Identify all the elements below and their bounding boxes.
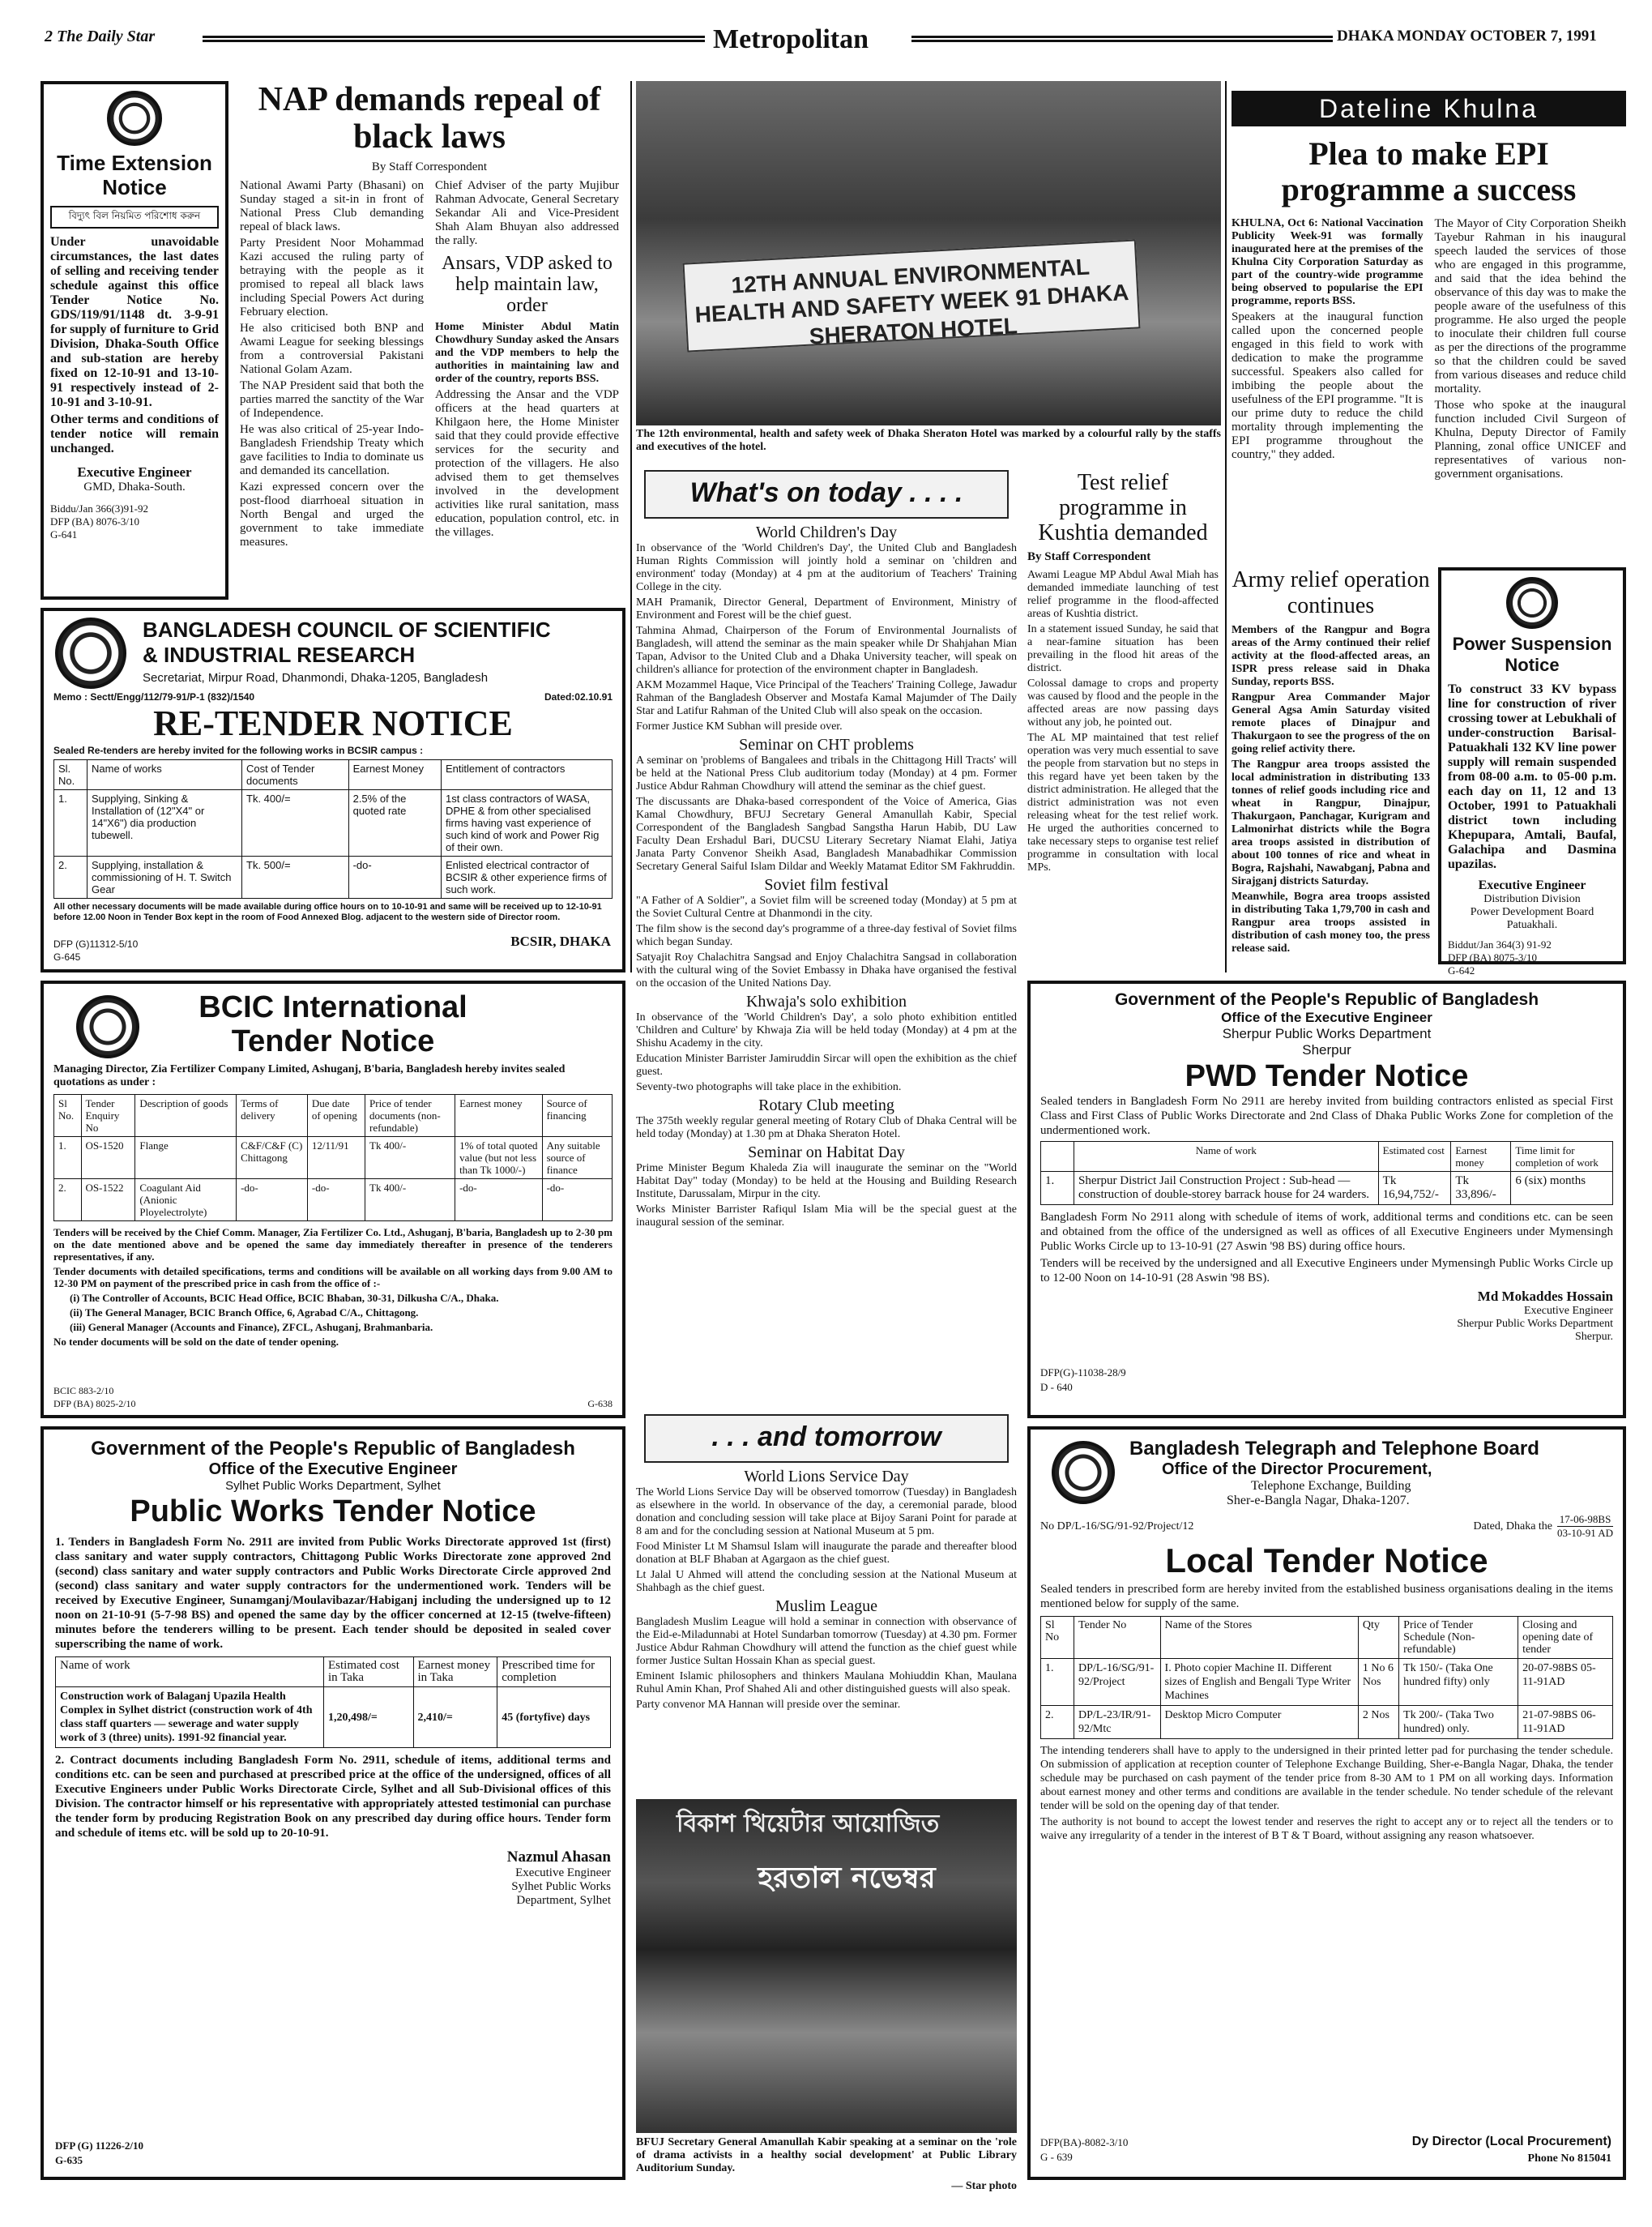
masthead-rule-right <box>911 36 1333 42</box>
cell: -do- <box>307 1179 365 1221</box>
sign-department: Sylhet Public Works <box>511 1880 611 1893</box>
cell: DP/L-23/IR/91-92/Mtc <box>1074 1706 1161 1739</box>
cell: OS-1520 <box>81 1137 135 1179</box>
headline: Army relief operation continues <box>1232 567 1430 618</box>
col-header: Cost of Tender documents <box>242 760 349 790</box>
sign-office: GMD, Dhaka-South. <box>83 481 186 494</box>
paragraph: Those who spoke at the inaugural function included Civil Surgeon of Khulna, Deputy Director of Family Planning, zonal office UNICEF and representatives of various non-government organisations. <box>1434 399 1626 481</box>
cell: Enlisted electrical contractor of BCSIR & other experience firms of such work. <box>442 857 613 899</box>
ref-1: DFP(BA)-8082-3/10 <box>1040 2136 1129 2148</box>
sign: Dy Director (Local Procurement) <box>1411 2135 1611 2148</box>
event-heading: Muslim League <box>775 1597 878 1615</box>
place: Sherpur <box>1302 1042 1351 1058</box>
paragraph: Former Justice KM Subhan will preside over. <box>636 720 843 733</box>
emblem-icon <box>1506 577 1558 629</box>
bcic-tender-ad <box>41 981 625 1418</box>
cell: 6 (six) months <box>1511 1172 1613 1205</box>
col-header: Tender No <box>1074 1617 1161 1659</box>
ad-title: RE-TENDER NOTICE <box>153 703 513 743</box>
cell: 2.5% of the quoted rate <box>348 790 441 857</box>
ref-2: DFP (BA) 8025-2/10 <box>53 1398 136 1409</box>
article-body <box>235 179 624 617</box>
paragraph: Tender documents with detailed specifications, terms and conditions will be available on all working days from 9.00 AM to 12-30 PM on payment of the prescribed price in cash from the office of :- <box>53 1265 613 1289</box>
cell: Supplying, installation & commissioning of H. T. Switch Gear <box>88 857 242 899</box>
paragraph: The Rangpur area troops assisted the local administration in distributing 133 tonnes of relief goods including rice and wheat in Rangpur, Dinajpur, Thakurgaon, Panchagar, Kurigram and Lalmonirhat districts while the Bogra area troops assisted in distribution of about 100 tonnes of rice and wheat in Bogra, Rajshahi, Nawabganj, Pabna and Sirajganj districts Saturday. <box>1232 759 1430 887</box>
gov-title: Government of the People's Republic of Bangladesh <box>91 1438 575 1460</box>
notice-no: No DP/L-16/SG/91-92/Project/12 <box>1040 1520 1194 1532</box>
time-extension-ad <box>41 81 228 600</box>
office: Office of the Director Procurement, <box>1162 1460 1432 1478</box>
event-heading: World Children's Day <box>755 524 898 541</box>
phone: Phone No 815041 <box>1527 2152 1611 2165</box>
sign-board: Power Development Board <box>1470 906 1594 918</box>
cell: DP/L-16/SG/91-92/Project <box>1074 1659 1161 1706</box>
col-header: Name of work <box>1074 1142 1379 1172</box>
event-heading: Seminar on Habitat Day <box>748 1143 905 1161</box>
paragraph: Chief Adviser of the party Mujibur Rahman Advocate, General Secretary Sekandar Ali and Vice-President Shah Alam Bhuyan also addressed the rally. <box>435 179 619 247</box>
body: To construct 33 KV bypass line for construction of river crossing tower at Lebukhali of under-construction Barisal-Patuakhali 132 KV line power supply will remain suspended from 08-00 a.m. to 05-00 p.m. each day on 11, 12 and 13 October, 1991 to Patuakhali district town including Khepupara, Amtali, Baufal, Galachipa and Dasmina upazilas. <box>1448 682 1616 871</box>
paragraph: Bangladesh Muslim League will hold a seminar in connection with observance of the Eid-e-Miladunnabi at Hotel Sundarban tomorrow (Tuesday) at 4.30 pm. Former Justice Abdur Rahman Chowdhury will attend the function as the chief guest while former Justice Sultan Hossain Khan as special guest. <box>636 1616 1017 1667</box>
ref-2: G-645 <box>53 951 81 963</box>
body-2: Other terms and conditions of tender notice will remain unchanged. <box>50 412 219 455</box>
ref-1: DFP (G)11312-5/10 <box>53 938 139 950</box>
ref-3: G-642 <box>1448 964 1475 977</box>
sign-title: Executive Engineer <box>1478 878 1586 892</box>
ad-title: Time Extension Notice <box>57 151 212 199</box>
cell: C&F/C&F (C) Chittagong <box>237 1137 308 1179</box>
col-header: Estimated cost <box>1378 1142 1451 1172</box>
sign-title: Executive Engineer <box>515 1866 611 1879</box>
org-name: Bangladesh Telegraph and Telephone Board <box>1129 1438 1539 1460</box>
seminar-photo <box>636 1799 1017 2133</box>
paragraph: The World Lions Service Day will be observed tomorrow (Tuesday) in Bangladesh as elsewhere in the world. In observance of the day, a ceremonial parade, blood donation and concluding session will take place at Bijoy Sarani Point for parade at 8 am and for the concluding session at National Museum at 5 pm. <box>636 1486 1017 1537</box>
department: Sylhet Public Works Department, Sylhet <box>225 1479 441 1493</box>
cell: 1 No 6 Nos <box>1358 1659 1398 1706</box>
cell: Tk 400/- <box>365 1137 455 1179</box>
col-header: Sl. No. <box>54 760 88 790</box>
tender-table <box>53 759 613 899</box>
paragraph: MAH Pramanik, Director General, Department of Environment, Ministry of Environment and Forest will be the chief guest. <box>636 596 1017 622</box>
ref-1: DFP(G)-11038-28/9 <box>1040 1366 1126 1379</box>
kushtia-article <box>1027 470 1219 960</box>
cell: -do- <box>237 1179 308 1221</box>
col-header: Entitlement of contractors <box>442 760 613 790</box>
btt-logo-icon <box>1052 1441 1115 1504</box>
address-2: Sher-e-Bangla Nagar, Dhaka-1207. <box>1227 1494 1410 1507</box>
col-header: Closing and opening date of tender <box>1518 1617 1613 1659</box>
table-row <box>54 790 613 857</box>
org-name-1: BANGLADESH COUNCIL OF SCIENTIFIC <box>143 618 551 642</box>
cell: 45 (fortyfive) days <box>497 1687 611 1748</box>
paragraph: Lt Jalal U Ahmed will attend the concluding session at the National Museum at Shahbagh as the chief guest. <box>636 1569 1017 1594</box>
col-header: Sl No <box>1041 1617 1074 1659</box>
ref-2: G-635 <box>55 2154 83 2166</box>
sign: BCSIR, DHAKA <box>510 934 611 949</box>
rally-photo <box>636 81 1221 425</box>
office: Office of the Executive Engineer <box>1221 1010 1432 1025</box>
address: Secretariat, Mirpur Road, Dhanmondi, Dhaka-1205, Bangladesh <box>143 671 489 685</box>
sign-place: Department, Sylhet <box>516 1894 611 1907</box>
cell: 1. <box>1041 1659 1074 1706</box>
dateline-banner: Dateline Khulna <box>1232 91 1626 126</box>
cell: 2,410/= <box>413 1687 497 1748</box>
footer-note: All other necessary documents will be made available during office hours on to 10-10-91 and same will be received up to 12-10-91 before 12.00 Noon in Tender Box kept in the room of Food Annexed Blog. adjacent to the western side of Director room. <box>53 902 602 922</box>
ref-1: Biddu/Jan 366(3)91-92 <box>50 502 148 515</box>
photo-credit: — Star photo <box>951 2180 1017 2192</box>
paragraph: Party convenor MA Hannan will preside over the seminar. <box>636 1699 901 1711</box>
paragraph: He was also critical of 25-year Indo-Bangladesh Friendship Treaty which gave facilities to India to dominate us and demanded its cancellation. <box>240 423 424 477</box>
paragraph: The film show is the second day's programme of a three-day festival of Soviet films which began Sunday. <box>636 923 1017 948</box>
nap-article <box>235 81 624 600</box>
paragraph: Food Minister Lt M Shamsul Islam will inaugurate the parade and thereafter blood donation at BLF Bhaban at Agargaon as the chief guest. <box>636 1541 1017 1566</box>
col-header: Sl No. <box>54 1095 82 1137</box>
office-item: (ii) The General Manager, BCIC Branch Office, 6, Agrabad C/A., Chittagong. <box>70 1306 419 1319</box>
paragraph: A seminar on 'problems of Bangalees and tribals in the Chittagong Hill Tracts' will be held at the National Press Club auditorium today (Monday) at 4 pm. Former Justice Abdur Rahman Chowdhury will attend the seminar as the chief guest. <box>636 754 1017 793</box>
intro: Sealed tenders in prescribed form are hereby invited from the established business organisations dealing in the items mentioned below for supply of the same. <box>1040 1583 1613 1610</box>
cell: 1st class contractors of WASA, DPHE & from other specialised firms having vast experience of such kind of work and Power Rig of their own. <box>442 790 613 857</box>
tomorrow-banner: . . . and tomorrow <box>644 1414 1009 1463</box>
department: Sherpur Public Works Department <box>1222 1026 1432 1041</box>
paragraph: 1. Tenders in Bangladesh Form No. 2911 are invited from Public Works Directorate approved 1st (first) class sanitary and water supply contractors, Chittagong Public Works Directorate zone approved 2nd (second) class sanitary and water supply contractors and Public Works Directorate Circle approved 2nd (second) class sanitary and water supply contractors for the undermentioned work. Tenders will be received by Executive Engineer, Sunamganj/Moulavibazar/Habiganj including the undersigned up to 12 noon on 21-10-91 (5-7-98 BS) and opened the same day by the officer concerned at 12-15 (twelve-fifteen) minutes before the tenderers willing to be present. Each tender should be deposited in sealed cover superscribing the name of work. <box>55 1536 611 1651</box>
cell: -do- <box>542 1179 612 1221</box>
col-header: Prescribed time for completion <box>497 1657 611 1687</box>
sign-name: Md Mokaddes Hossain <box>1477 1289 1613 1304</box>
col-header: Earnest money in Taka <box>413 1657 497 1687</box>
whats-on-banner: What's on today . . . . <box>644 470 1009 519</box>
col-header: Name of works <box>88 760 242 790</box>
cell: Flange <box>135 1137 237 1179</box>
whats-on-today <box>636 470 1017 1426</box>
col-header: Earnest money <box>455 1095 543 1137</box>
sign-place: Sherpur. <box>1574 1331 1613 1343</box>
col-header: Due date of opening <box>307 1095 365 1137</box>
cell: 1. <box>1041 1172 1074 1205</box>
col-header: Description of goods <box>135 1095 237 1137</box>
paragraph: AKM Mozammel Haque, Vice Principal of the Teachers' Training College, Jawadur Rahman of the Bangladesh Observer and Mostafa Kamal Majumder of The Daily Star and Latifur Rahman of the United Club will also speak on the occasion. <box>636 679 1017 717</box>
paragraph: Seventy-two photographs will take place in the exhibition. <box>636 1081 902 1093</box>
ad-title: PWD Tender Notice <box>1185 1059 1469 1093</box>
sylhet-pwd-ad <box>41 1426 625 2180</box>
table-row <box>54 1137 613 1179</box>
event-heading: Soviet film festival <box>764 876 889 894</box>
sign-title: Executive Engineer <box>77 464 192 480</box>
paragraph: Bangladesh Form No 2911 along with schedule of items of work, additional terms and conditions etc. can be seen and obtained from the office of the undersigned as well as offices of all Executive Engineers under Mymensingh Public Works Circle up to 13-10-91 (27 Aswin '98 BS) during office hours. <box>1040 1211 1613 1253</box>
headline: Plea to make EPI programme a success <box>1281 135 1577 207</box>
paragraph: The authority is not bound to accept the lowest tender and reserves the right to accept any or to reject all the tenders or to waive any irregularity of a tender in the interest of B T & T Board, without assigning any reason whatsoever. <box>1040 1816 1613 1842</box>
bcsir-logo-icon <box>55 618 126 689</box>
table-row <box>54 1179 613 1221</box>
memo-date: Dated:02.10.91 <box>544 691 613 703</box>
event-heading: Rotary Club meeting <box>758 1096 894 1114</box>
paragraph: Works Minister Barrister Rafiqul Islam Mia will be the special guest at the inaugural session of the seminar. <box>636 1203 1017 1229</box>
office-item: (iii) General Manager (Accounts and Finance), ZFCL, Ashuganj, Brahmanbaria. <box>70 1321 433 1333</box>
ref-1: BCIC 883-2/10 <box>53 1385 114 1396</box>
photo-caption: BFUJ Secretary General Amanullah Kabir speaking at a seminar on the 'role of drama activists in a healthy social development' at Public Library Auditorium Sunday. <box>636 2136 1017 2174</box>
table-row <box>1041 1172 1613 1205</box>
cell: Tk 33,896/- <box>1451 1172 1511 1205</box>
ref-1: Biddut/Jan 364(3) 91-92 <box>1448 938 1552 951</box>
seminar-banner-text-2: হরতাল নভেম্বর <box>758 1862 936 1895</box>
tender-table <box>53 1094 613 1221</box>
paragraph: He also criticised both BNP and Awami League for seeking blessings from a controversial Pakistani National Golam Azam. <box>240 322 424 376</box>
paragraph: No tender documents will be sold on the date of tender opening. <box>53 1336 339 1348</box>
cell: 1. <box>54 1137 82 1179</box>
cell: 2. <box>54 857 88 899</box>
byline: By Staff Correspondent <box>371 160 488 173</box>
cell: 1% of total quoted value (but not less than Tk 1000/-) <box>455 1137 543 1179</box>
army-relief-article <box>1232 567 1430 960</box>
cell: Tk. 400/= <box>242 790 349 857</box>
photo-caption: The 12th environmental, health and safety week of Dhaka Sheraton Hotel was marked by a colourful rally by the staffs and executives of the hotel. <box>636 428 1221 453</box>
col-header: Estimated cost in Taka <box>324 1657 414 1687</box>
sign-department: Sherpur Public Works Department <box>1457 1318 1613 1330</box>
paragraph: Meanwhile, Bogra area troops assisted in distributing Taka 1,79,700 in cash and Rangpur area troops assisted in distribution of cash money too, the press release said. <box>1232 891 1430 955</box>
ad-title: Power Suspension Notice <box>1452 634 1612 675</box>
bcic-logo-icon <box>76 995 139 1058</box>
col-header: Terms of delivery <box>237 1095 308 1137</box>
col-header: Price of tender documents (non-refundable) <box>365 1095 455 1137</box>
title-line-1: BCIC International <box>198 990 467 1024</box>
ad-title: Public Works Tender Notice <box>130 1494 536 1528</box>
column-rule <box>630 81 632 972</box>
paragraph: Members of the Rangpur and Bogra areas of the Army continued their relief activity at the flood-affected areas, an ISPR press release said in Dhaka Sunday, reports BSS. <box>1232 624 1430 688</box>
paragraph: Prime Minister Begum Khaleda Zia will inaugurate the seminar on the "World Habitat Day" today (Monday) to be held at the Housing and Building Research Institute, Darussalam, Mirpur in the city. <box>636 1162 1017 1200</box>
khulna-article <box>1232 81 1626 567</box>
paragraph: Colossal damage to crops and property was caused by flood and the people in the affected areas are now passing days without any job, he pointed out. <box>1027 678 1219 729</box>
memo-no: Memo : Sectt/Engg/112/79-91/P-1 (832)/1540 <box>53 691 255 703</box>
cell: I. Photo copier Machine II. Different sizes of English and Bengali Type Writer Machines <box>1160 1659 1358 1706</box>
cell: 1. <box>54 790 88 857</box>
paragraph: "A Father of A Soldier", a Soviet film will be screened today (Monday) at 5 pm at the Soviet Cultural Centre at Dhanmondi in the city. <box>636 895 1017 920</box>
article-body <box>1232 217 1626 567</box>
ref-2: G - 639 <box>1040 2151 1073 2163</box>
seminar-banner-text: বিকাশ থিয়েটার আয়োজিত <box>677 1810 940 1838</box>
paragraph: Eminent Islamic philosophers and thinkers Maulana Mohiuddin Khan, Maulana Ruhul Amin Khan, Prof Shahed Ali and other distinguished guests will also speak. <box>636 1670 1017 1695</box>
cell: -do- <box>455 1179 543 1221</box>
col-header-sl <box>1041 1142 1074 1172</box>
section-title: Metropolitan <box>713 24 869 54</box>
cell: 21-07-98BS 06-11-91AD <box>1518 1706 1613 1739</box>
paragraph: 2. Contract documents including Bangladesh Form No. 2911, schedule of items, additional terms and conditions etc. can be seen and purchased at prescribed price at the office of the undersigned, offices of all Executive Engineers under Public Works Directorate Circle, Sylhet and all Sub-Divisional offices of this Division. The contractor himself or his representative with appropriately attested testimonial can purchase the tender form by producing Registration Book on any prescribed day during office hours. Tender form and schedule of items etc. will be sold up to 20-10-91. <box>55 1754 611 1840</box>
paragraph: Rangpur Area Commander Major General Agsa Amin Saturday visited remote places of Dinajpur and Thakurgaon to see the progress of the on going relief activity there. <box>1232 691 1430 755</box>
table-row <box>1041 1706 1613 1739</box>
ref-2: DFP (BA) 8076-3/10 <box>50 515 140 528</box>
emblem-icon <box>107 91 162 146</box>
seminar-photo-block <box>636 1799 1017 2204</box>
ref-1: DFP (G) 11226-2/10 <box>55 2139 144 2152</box>
pwd-sherpur-ad <box>1027 981 1626 1418</box>
tender-table <box>1040 1616 1613 1739</box>
col-header: Tender Enquiry No <box>81 1095 135 1137</box>
paragraph: Addressing the Ansar and the VDP officers at the head quarters at Khilgaon here, the Home Minister said that they could provide effective services for the security and protection of the villagers. He also advised them to get themselves involved in the development activities like rural sanitation, mass education, population control, etc. in the villages. <box>435 388 619 539</box>
paragraph: Kazi expressed concern over the post-flood diarrhoeal situation in North Bengal and urged the government to take immediate measures. <box>240 481 424 549</box>
rally-photo-block <box>636 81 1221 462</box>
cell: 2. <box>54 1179 82 1221</box>
sign-place: Patuakhali. <box>1506 919 1558 931</box>
sign-division: Distribution Division <box>1483 893 1581 905</box>
paragraph: The discussants are Dhaka-based correspondent of the Voice of America, Gias Kamal Chowdhury, BFUJ Secretary General Amanullah Kabir, Special Correspondent of the Bangladesh Sangbad Sangstha Harun Habib, DU Law Faculty Dean Ershadul Bari, DUCSU Literary Secretary Niamat Elahi, Jatiya Janata Party Convenor Sheikh Asad, Bangladesh Manabadhikar Commission Secretary General Saiful Islam Dildar and Weekly Matamat Editor SM Fakhruddin. <box>636 796 1017 873</box>
paragraph: The intending tenderers shall have to apply to the undersigned in their printed letter pad for purchasing the tender schedule. On submission of application at reception counter of Telephone Exchange Building, Sher-e-Bangla Nagar, Dhaka, the tender schedule may be purchased on cash payment of the tender price from 8-30 AM to 1 PM on all working days. Information about earnest money and other terms and conditions are available in the tender schedule. No tender schedule of the relevant tender will be sold on the opening day of that tender. <box>1040 1745 1613 1812</box>
headline: NAP demands repeal of black laws <box>258 81 601 156</box>
cell: OS-1522 <box>81 1179 135 1221</box>
masthead-rule-left <box>203 36 705 42</box>
ref-2: DFP (BA) 8075-3/10 <box>1448 951 1538 964</box>
org-name-2: & INDUSTRIAL RESEARCH <box>143 643 416 667</box>
paragraph: The NAP President said that both the parties marred the sanctity of the War of Independence. <box>240 379 424 420</box>
paragraph: Party President Noor Mohammad Kazi accused the ruling party of betraying with the people as it promised to repeal all black laws including Special Powers Act during February election. <box>240 237 424 318</box>
dated-label: Dated, Dhaka the <box>1473 1520 1553 1532</box>
tender-table <box>1040 1141 1613 1205</box>
ref-2: D - 640 <box>1040 1381 1073 1393</box>
col-header: Price of Tender Schedule (Non-refundable) <box>1399 1617 1518 1659</box>
body: Under unavoidable circumstances, the last dates of selling and receiving tender schedule against this office Tender Notice No. GDS/119/91/1148 dt. 3-9-91 for supply of furniture to Grid Division, Dhaka-South Office and sub-station are hereby fixed on 12-10-91 and 13-10-91 respectively instead of 2-10-91 and 3-10-91. <box>50 235 219 409</box>
date-ad: 03-10-91 AD <box>1557 1527 1613 1539</box>
col-header: Earnest money <box>1451 1142 1511 1172</box>
address-1: Telephone Exchange, Building <box>1251 1479 1411 1493</box>
intro: Managing Director, Zia Fertilizer Company Limited, Ashuganj, B'baria, Bangladesh hereby invites sealed quotations as under : <box>53 1063 566 1088</box>
paragraph: Satyajit Roy Chalachitra Sangsad and Enjoy Chalachitra Sangsad in collaboration with the cultural wing of the Soviet Embassy in Dhaka have organised the festival on the occasion of the United Nations Day. <box>636 951 1017 990</box>
paragraph: Tenders will be received by the Chief Comm. Manager, Zia Fertilizer Co. Ltd., Ashuganj, B'baria, Bangladesh up to 2-30 pm on the date mentioned above and be opened the same day immediately thereafter in presence of the tenderers representatives, if any. <box>53 1226 613 1263</box>
col-header: Source of financing <box>542 1095 612 1137</box>
paragraph: Education Minister Barrister Jamiruddin Sircar will open the exhibition as the chief guest. <box>636 1053 1017 1078</box>
paragraph: KHULNA, Oct 6: National Vaccination Publicity Week-91 was formally inaugurated here at the premises of the Khulna City Corporation Saturday as part of the country-wide programme being observed to popularise the EPI programme, reports BSS. <box>1232 217 1424 307</box>
event-heading: World Lions Service Day <box>744 1468 909 1485</box>
gov-title: Government of the People's Republic of Bangladesh <box>1114 990 1539 1009</box>
cell: 1,20,498/= <box>324 1687 414 1748</box>
paragraph: National Awami Party (Bhasani) on Sunday staged a sit-in in front of National Press Club demanding repeal of black laws. <box>240 179 424 233</box>
cell: Coagulant Aid (Anionic Ployelectrolyte) <box>135 1179 237 1221</box>
cell: Sherpur District Jail Construction Project : Sub-head —construction of double-storey barrack house for 24 warders. <box>1074 1172 1379 1205</box>
cell: Desktop Micro Computer <box>1160 1706 1358 1739</box>
column-rule <box>1225 81 1227 972</box>
intro: Sealed tenders in Bangladesh Form No 2911 are hereby invited from building contractors enlisted as special First Class and First Class of Public Works Directorate and 2nd Class of Dhaka Public Works Zone for completion of the undermentioned work. <box>1040 1095 1613 1137</box>
cell: 2 Nos <box>1358 1706 1398 1739</box>
col-header: Time limit for completion of work <box>1511 1142 1613 1172</box>
bcsir-retender-ad <box>41 608 625 972</box>
paragraph: The Mayor of City Corporation Sheikh Tayebur Rahman in his inaugural speech lauded the services of those who are engaged in this programme, and said that the idea behind the observance of this day was to make the people aware of the usefulness of this programme. He also urged the people to inoculate their children full course as per the directions of the programme so that the children could be saved from various diseases and reduce child mortality. <box>1434 217 1626 395</box>
sub-headline: Ansars, VDP asked to help maintain law, order <box>442 253 613 316</box>
bangla-slogan: বিদ্যুৎ বিল নিয়মিত পরিশোধ করুন <box>50 206 219 229</box>
byline: By Staff Correspondent <box>1027 550 1151 563</box>
rally-banner: 12TH ANNUAL ENVIRONMENTAL HEALTH AND SAFETY WEEK 91 DHAKA SHERATON HOTEL <box>683 239 1141 352</box>
table-row <box>56 1687 611 1748</box>
event-heading: Khwaja's solo exhibition <box>745 993 907 1011</box>
headline: Test relief programme in Kushtia demanded <box>1038 470 1208 545</box>
paragraph: In observance of the 'World Children's Day', a solo photo exhibition entitled 'Children and Culture' by Khwaja Zia will be held today (Monday) at 4 pm at the Shishu Academy in the city. <box>636 1011 1017 1049</box>
title-line-2: Tender Notice <box>231 1024 435 1058</box>
table-row <box>54 857 613 899</box>
cell: Tk 400/- <box>365 1179 455 1221</box>
cell: 12/11/91 <box>307 1137 365 1179</box>
cell: 20-07-98BS 05-11-91AD <box>1518 1659 1613 1706</box>
table-row <box>1041 1659 1613 1706</box>
cell: -do- <box>348 857 441 899</box>
cell: Any suitable source of finance <box>542 1137 612 1179</box>
tender-table <box>55 1656 611 1748</box>
ref-3: G-641 <box>50 528 78 541</box>
intro: Sealed Re-tenders are hereby invited for the following works in BCSIR campus : <box>53 745 424 756</box>
cell: Tk 16,94,752/- <box>1378 1172 1451 1205</box>
col-header: Earnest Money <box>348 760 441 790</box>
paragraph: Home Minister Abdul Matin Chowdhury Sunday asked the Ansars and the VDP members to help the authorities in maintaining law and order of the country, reports BSS. <box>435 321 619 385</box>
paragraph: In observance of the 'World Children's Day', the United Club and Bangladesh Human Rights Commission will jointly hold a seminar on 'children and environment' today (Monday) at 4 pm at the auditorium of Teachers' Training College in the city. <box>636 542 1017 593</box>
office-item: (i) The Controller of Accounts, BCIC Head Office, BCIC Bhaban, 30-31, Dilkusha C/A., Dhaka. <box>70 1292 499 1304</box>
paragraph: Tahmina Ahmad, Chairperson of the Forum of Environmental Journalists of Bangladesh, will attend the seminar as the main speaker while Dr Shahjahan Mian Tapan, Advisor to the United Club and a Dhaka University teacher, will speak on children's alliance for protection of the environment chapter in Bangladesh. <box>636 625 1017 676</box>
paragraph: In a statement issued Sunday, he said that a near-famine situation has been prevailing in the flood hit areas of the district. <box>1027 623 1219 674</box>
paragraph: The AL MP maintained that test relief operation was very much essential to save the people from starvation but no steps in this regard have yet been taken by the district administration. He alleged that the district administration was not even releasing wheat for the test relief work. He urged the authorities concerned to take necessary steps to organise test relief programme in consultation with local MPs. <box>1027 732 1219 874</box>
paragraph: Speakers at the inaugural function called upon the concerned people engaged in this field to work with dedication to make the programme successful. Speakers also called for imbibing the people about the usefulness of the EPI programme. "It is our prime duty to reduce the child mortality through implementing the EPI programme throughout the country," they added. <box>1232 310 1424 461</box>
sign-name: Nazmul Ahasan <box>506 1849 611 1866</box>
paragraph: The 375th weekly regular general meeting of Rotary Club of Dhaka Central will be held today (Monday) at 1.30 pm at Dhaka Sheraton Hotel. <box>636 1115 1017 1140</box>
btt-tender-ad <box>1027 1426 1626 2180</box>
masthead <box>0 0 1652 54</box>
cell: Tk 200/- (Taka Two hundred) only. <box>1399 1706 1518 1739</box>
page-label: 2 The Daily Star <box>45 28 156 45</box>
office: Office of the Executive Engineer <box>208 1460 458 1478</box>
ref-3: G-638 <box>587 1398 613 1409</box>
date-bs: 17-06-98BS <box>1557 1513 1613 1527</box>
cell: 2. <box>1041 1706 1074 1739</box>
col-header: Qty <box>1358 1617 1398 1659</box>
cell: Tk. 500/= <box>242 857 349 899</box>
and-tomorrow <box>636 1414 1017 1795</box>
cell: Construction work of Balaganj Upazila Health Complex in Sylhet district (construction work of 4th class staff quarters — sewerage and water supply work of 3 (three) units). 1991-92 financial year. <box>56 1687 324 1748</box>
dateline: DHAKA MONDAY OCTOBER 7, 1991 <box>1337 28 1597 45</box>
paragraph: Awami League MP Abdul Awal Miah has demanded immediate launching of test relief programme in the flood-affected areas of Kushtia district. <box>1027 569 1219 620</box>
cell: Supplying, Sinking & Installation of (12"X4" or 14"X6") dia production tubewell. <box>88 790 242 857</box>
col-header: Name of the Stores <box>1160 1617 1358 1659</box>
ad-title: Local Tender Notice <box>1165 1541 1488 1579</box>
cell: Tk 150/- (Taka One hundred fifty) only <box>1399 1659 1518 1706</box>
event-heading: Seminar on CHT problems <box>739 736 914 754</box>
paragraph: Tenders will be received by the undersigned and all Executive Engineers under Mymensingh Public Works Circle up to 12-00 Noon on 14-10-91 (28 Aswin '98 BS). <box>1040 1257 1613 1284</box>
sign-title: Executive Engineer <box>1523 1305 1613 1317</box>
power-suspension-ad <box>1438 567 1626 977</box>
col-header: Name of work <box>56 1657 324 1687</box>
